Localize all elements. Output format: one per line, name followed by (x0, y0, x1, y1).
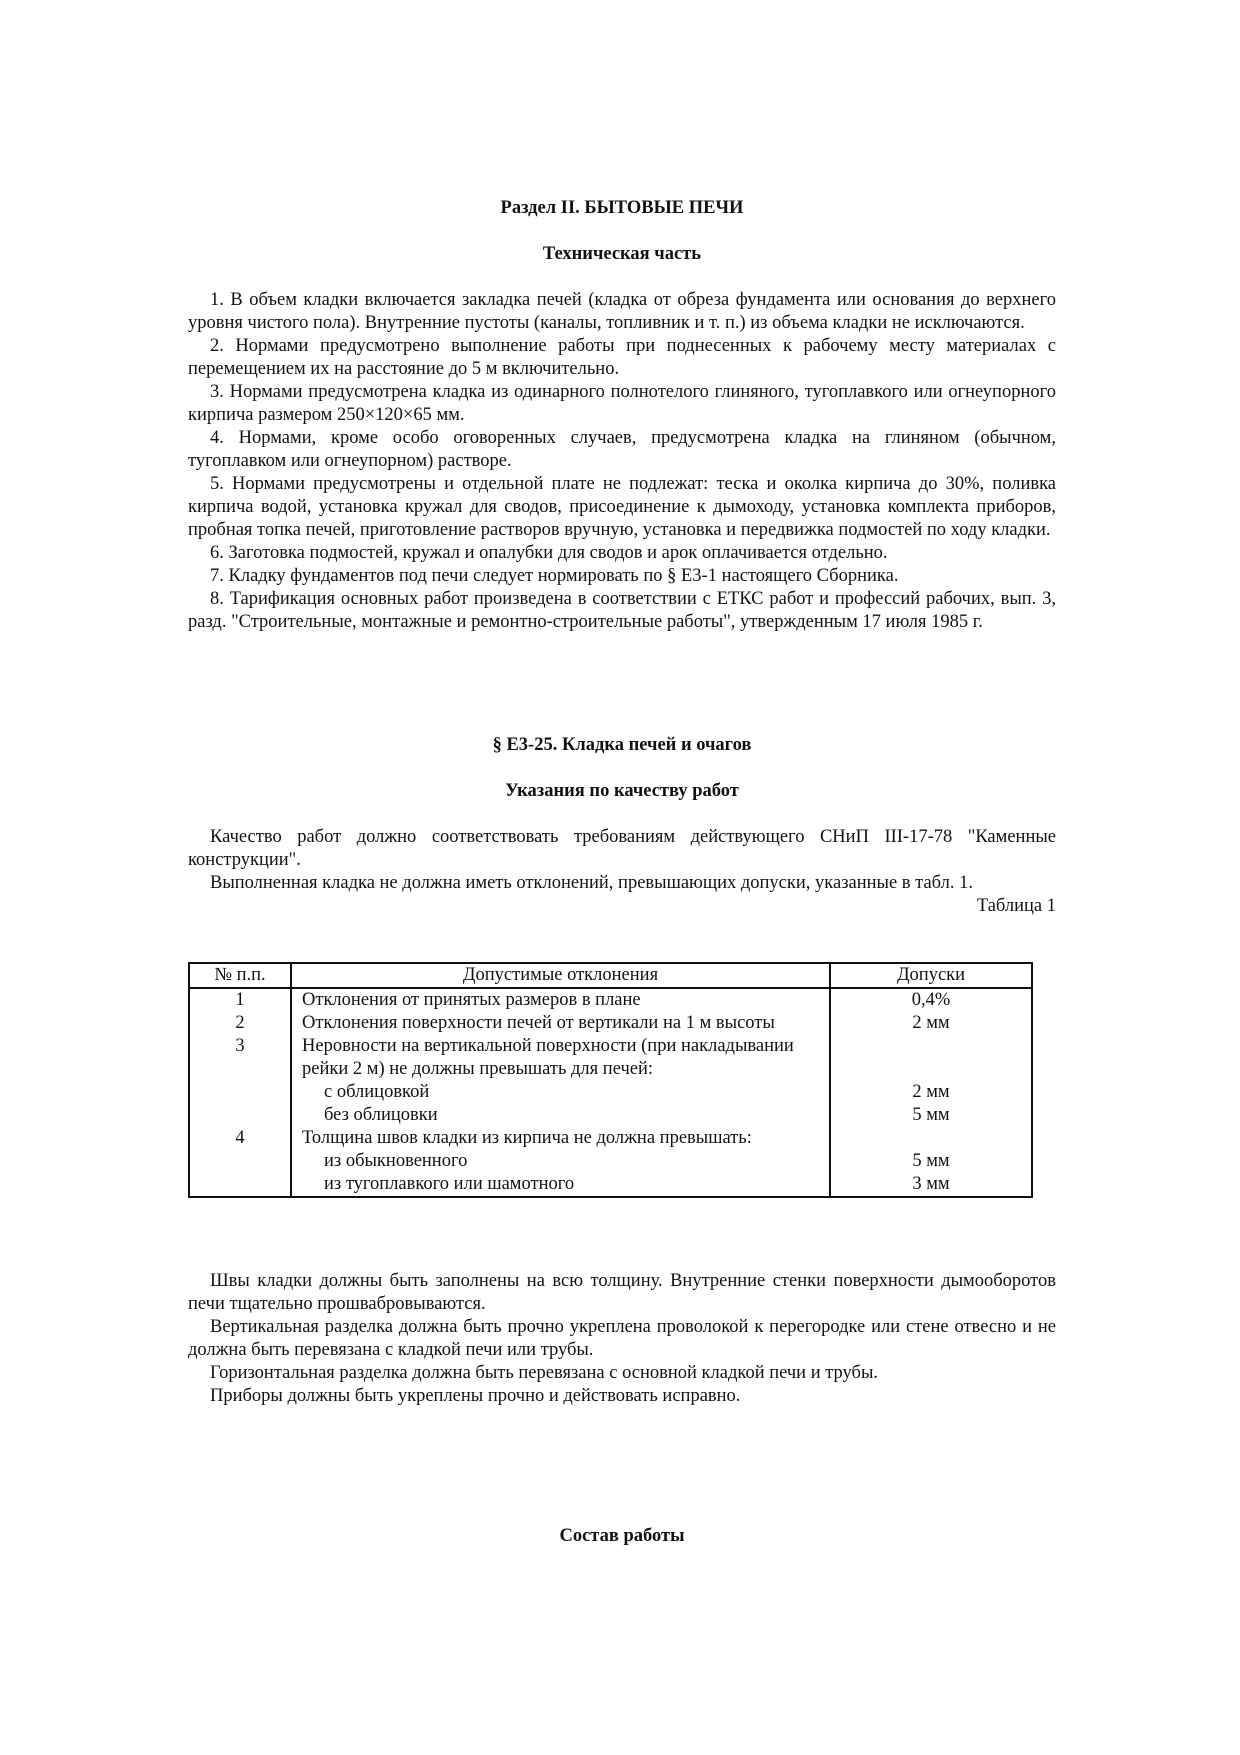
row-deviation: с облицовкой (291, 1081, 830, 1104)
after-paragraph: Приборы должны быть укреплены прочно и действовать исправно. (210, 1386, 741, 1406)
table-row (189, 1150, 1032, 1173)
row-tolerance: 2 мм (830, 1081, 1032, 1104)
quality-title: Указания по качеству работ (505, 781, 739, 801)
quality-paragraph: Выполненная кладка не должна иметь отклонений, превышающих допуски, указанные в табл. 1. (210, 873, 973, 893)
header-tolerance: Допуски (830, 963, 1032, 988)
row-deviation: из тугоплавкого или шамотного (291, 1173, 830, 1197)
after-table-body (188, 1270, 1056, 1408)
row-deviation: без облицовки (291, 1104, 830, 1127)
table-row (189, 1035, 1032, 1081)
after-paragraph: Швы кладки должны быть заполнены на всю толщину. Внутренние стенки поверхности дымооборотов печи тщательно прошвабровываются. (188, 1271, 1056, 1314)
tech-part-body (188, 289, 1056, 634)
row-tolerance: 0,4% (830, 988, 1032, 1012)
tech-paragraph: 4. Нормами, кроме особо оговоренных случаев, предусмотрена кладка на глиняном (обычном, тугоплавком или огнеупорном) растворе. (188, 428, 1056, 471)
row-number: 2 (189, 1012, 291, 1035)
row-deviation: Неровности на вертикальной поверхности (при накладывании рейки 2 м) не должны превышать для печей: (291, 1035, 830, 1081)
tech-paragraph: 3. Нормами предусмотрена кладка из одинарного полнотелого глиняного, тугоплавкого или огнеупорного кирпича размером 250×120×65 мм. (188, 382, 1056, 425)
tech-paragraph: 8. Тарификация основных работ произведена в соответствии с ЕТКС работ и профессий рабочих, вып. 3, разд. "Строительные, монтажные и ремонтно-строительные работы", утвержденным 17 июля 1985 г. (188, 589, 1056, 632)
tech-paragraph: 5. Нормами предусмотрены и отдельной плате не подлежат: теска и околка кирпича до 30%, поливка кирпича водой, установка кружал для сводов, присоединение к дымоходу, установка комплекта приборов, пробная топка печей, приготовление растворов вручную, установка и передвижка подмостей по ходу кладки. (188, 474, 1056, 540)
quality-paragraph: Качество работ должно соответствовать требованиям действующего СНиП III-17-78 "Каменные конструкции". (188, 827, 1056, 870)
row-number: 4 (189, 1127, 291, 1150)
header-number: № п.п. (189, 963, 291, 988)
table-row (189, 988, 1032, 1012)
header-deviation: Допустимые отклонения (291, 963, 830, 988)
row-deviation: Отклонения от принятых размеров в плане (291, 988, 830, 1012)
quality-body (188, 826, 1056, 918)
after-paragraph: Горизонтальная разделка должна быть перевязана с основной кладкой печи и трубы. (210, 1363, 879, 1383)
tech-paragraph: 2. Нормами предусмотрено выполнение работы при поднесенных к рабочему месту материалах с перемещением их на расстояние до 5 м включительно. (188, 336, 1056, 379)
table-row (189, 1127, 1032, 1150)
row-number (189, 1104, 291, 1127)
row-tolerance: 5 мм (830, 1150, 1032, 1173)
tech-paragraph: 1. В объем кладки включается закладка печей (кладка от обреза фундамента или основания до верхнего уровня чистого пола). Внутренние пустоты (каналы, топливник и т. п.) из объема кладки не исключаются. (188, 290, 1056, 333)
row-number: 1 (189, 988, 291, 1012)
row-deviation: Отклонения поверхности печей от вертикали на 1 м высоты (291, 1012, 830, 1035)
tech-paragraph: 7. Кладку фундаментов под печи следует нормировать по § Е3-1 настоящего Сборника. (210, 566, 899, 586)
tolerance-table (188, 962, 1033, 1198)
tech-paragraph: 6. Заготовка подмостей, кружал и опалубки для сводов и арок оплачивается отдельно. (210, 543, 888, 563)
row-number (189, 1173, 291, 1197)
table-row (189, 1012, 1032, 1035)
row-tolerance (830, 1035, 1032, 1081)
section-title: Раздел II. БЫТОВЫЕ ПЕЧИ (500, 198, 744, 218)
row-number (189, 1081, 291, 1104)
table-label: Таблица 1 (976, 896, 1056, 916)
composition-title: Состав работы (559, 1526, 685, 1546)
row-deviation: из обыкновенного (291, 1150, 830, 1173)
after-paragraph: Вертикальная разделка должна быть прочно укреплена проволокой к перегородке или стене отвесно и не должна быть перевязана с кладкой печи или трубы. (188, 1317, 1056, 1360)
row-deviation: Толщина швов кладки из кирпича не должна превышать: (291, 1127, 830, 1150)
tech-part-title: Техническая часть (542, 244, 702, 264)
row-tolerance: 5 мм (830, 1104, 1032, 1127)
table-row (189, 1173, 1032, 1197)
row-tolerance (830, 1127, 1032, 1150)
table-row (189, 1104, 1032, 1127)
table-row (189, 1081, 1032, 1104)
row-number: 3 (189, 1035, 291, 1081)
row-tolerance: 2 мм (830, 1012, 1032, 1035)
row-tolerance: 3 мм (830, 1173, 1032, 1197)
paragraph-title: § Е3-25. Кладка печей и очагов (492, 735, 752, 755)
table-header-row (189, 963, 1032, 988)
row-number (189, 1150, 291, 1173)
